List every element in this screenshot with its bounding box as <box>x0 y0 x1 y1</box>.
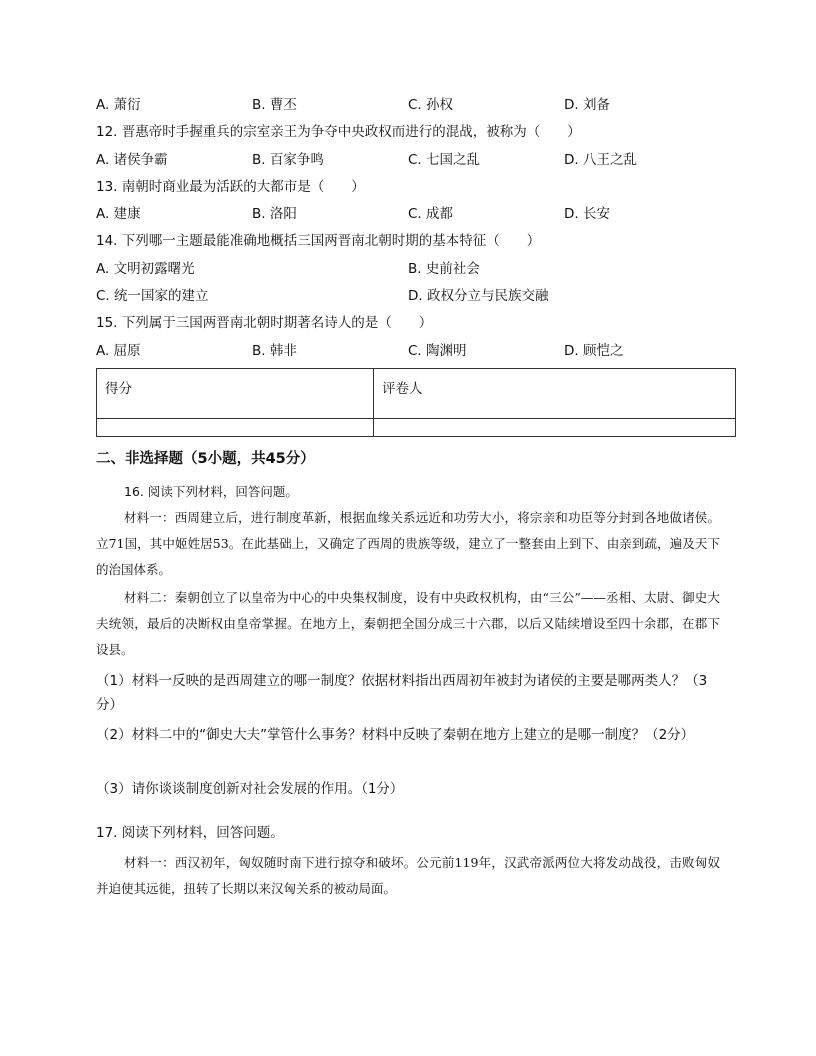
q16-sub1: （1）材料一反映的是西周建立的哪一制度？依据材料指出西周初年被封为诸侯的主要是哪两类人？（3分） <box>96 673 708 713</box>
score-cell <box>97 419 374 437</box>
q17-intro: 17. 阅读下列材料，回答问题。 <box>96 825 284 841</box>
q12-option-c: C. 七国之乱 <box>408 152 481 168</box>
q14-option-c: C. 统一国家的建立 <box>96 288 209 304</box>
grader-cell <box>374 419 736 437</box>
q13-option-b: B. 洛阳 <box>252 206 297 222</box>
grader-label: 评卷人 <box>374 369 736 419</box>
q17-material1: 材料一：西汉初年，匈奴随时南下进行掠夺和破坏。公元前119年，汉武帝派两位大将发动战役，击败匈奴并迫使其远徙，扭转了长期以来汉匈关系的被动局面。 <box>96 855 720 896</box>
q15-option-d: D. 顾恺之 <box>564 343 624 359</box>
q14-option-b: B. 史前社会 <box>408 261 480 277</box>
q12-text: 12. 晋惠帝时手握重兵的宗室亲王为争夺中央政权而进行的混战，被称为（ ） <box>96 124 581 140</box>
q15-option-b: B. 韩非 <box>252 343 297 359</box>
score-label: 得分 <box>97 369 374 419</box>
q15-text: 15. 下列属于三国两晋南北朝时期著名诗人的是（ ） <box>96 315 433 331</box>
q11-option-c: C. 孙权 <box>408 97 454 113</box>
q14-text: 14. 下列哪一主题最能准确地概括三国两晋南北朝时期的基本特征（ ） <box>96 233 541 249</box>
q13-text: 13. 南朝时商业最为活跃的大都市是（ ） <box>96 179 365 195</box>
section-title: 二、非选择题（5小题，共45分） <box>96 451 315 467</box>
q11-option-a: A. 萧衍 <box>96 97 141 113</box>
q12-option-a: A. 诸侯争霸 <box>96 152 168 168</box>
q16-sub2: （2）材料二中的“御史大夫”掌管什么事务？材料中反映了秦朝在地方上建立的是哪一制度？（2分） <box>96 727 695 743</box>
q15-option-c: C. 陶渊明 <box>408 343 467 359</box>
q13-option-c: C. 成都 <box>408 206 454 222</box>
q11-option-b: B. 曹丕 <box>252 97 297 113</box>
q11-option-d: D. 刘备 <box>564 97 610 113</box>
q16-material1: 材料一：西周建立后，进行制度革新，根据血缘关系远近和功劳大小，将宗亲和功臣等分封到各地做诸侯。立71国，其中姬姓居53。在此基础上，又确定了西周的贵族等级，建立了一整套由上到下、由亲到疏，遍及天下的治国体系。 <box>96 510 720 577</box>
q12-option-b: B. 百家争鸣 <box>252 152 324 168</box>
q16-intro: 16. 阅读下列材料，回答问题。 <box>124 484 298 499</box>
q13-option-d: D. 长安 <box>564 206 610 222</box>
q14-option-a: A. 文明初露曙光 <box>96 261 195 277</box>
q14-option-d: D. 政权分立与民族交融 <box>408 288 549 304</box>
q13-option-a: A. 建康 <box>96 206 141 222</box>
score-table <box>96 368 736 437</box>
q12-option-d: D. 八王之乱 <box>564 152 637 168</box>
q15-option-a: A. 屈原 <box>96 343 141 359</box>
q16-material2: 材料二：秦朝创立了以皇帝为中心的中央集权制度，设有中央政权机构，由“三公”——丞相、太尉、御史大夫统领，最后的决断权由皇帝掌握。在地方上，秦朝把全国分成三十六郡，以后又陆续增设至四十余郡，在郡下设县。 <box>96 590 720 657</box>
q16-sub3: （3）请你谈谈制度创新对社会发展的作用。（1分） <box>96 781 404 797</box>
